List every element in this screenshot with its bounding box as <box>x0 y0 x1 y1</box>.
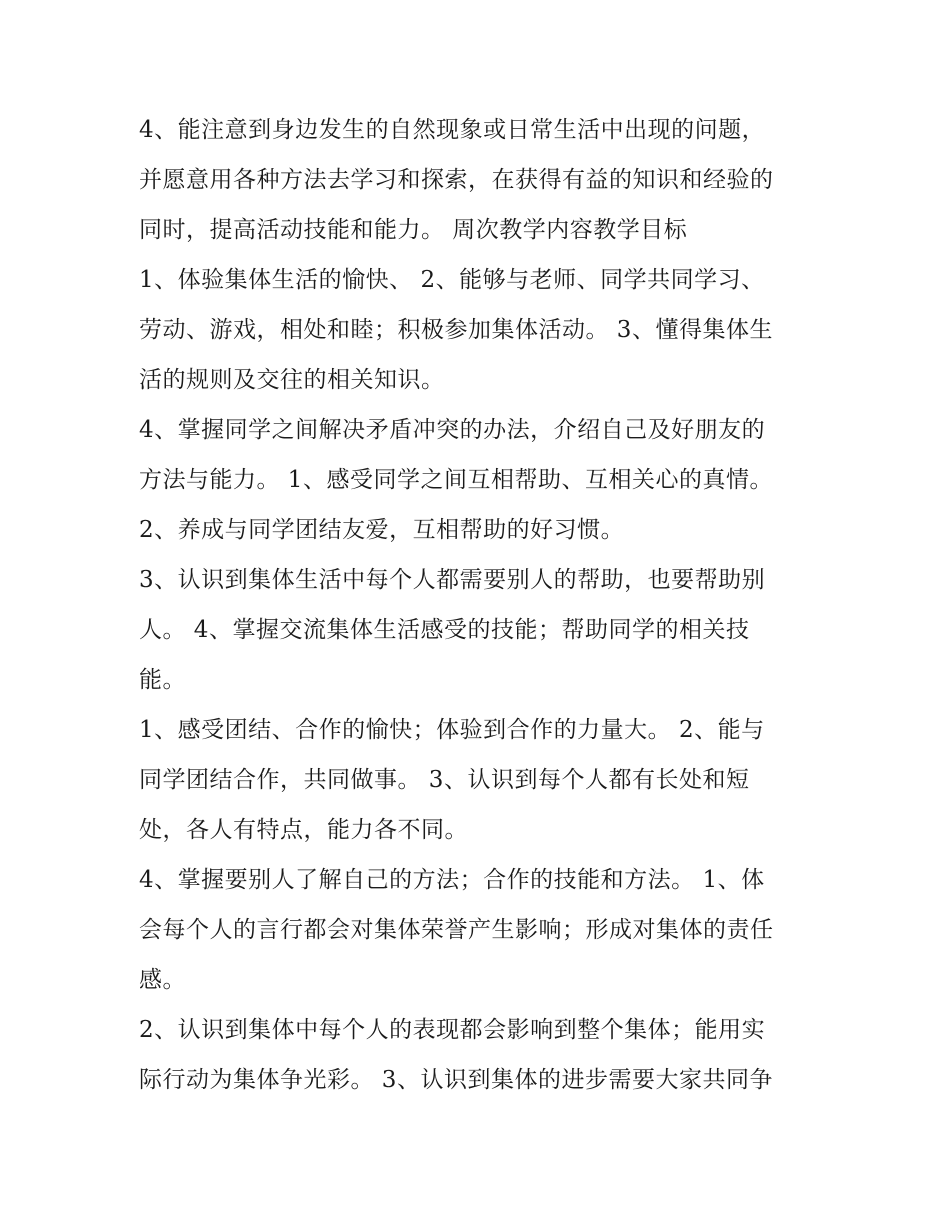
text-line: 1、感受团结、合作的愉快；体验到合作的力量大。 2、能与 <box>139 717 765 743</box>
text-line: 感。 <box>139 967 186 993</box>
text-line: 同时，提高活动技能和能力。 周次教学内容教学目标 <box>139 217 688 243</box>
text-line: 处，各人有特点，能力各不同。 <box>139 817 468 843</box>
document-body <box>139 109 819 1102</box>
text-line: 4、能注意到身边发生的自然现象或日常生活中出现的问题， <box>139 117 766 143</box>
text-line: 际行动为集体争光彩。 3、认识到集体的进步需要大家共同争 <box>139 1067 773 1093</box>
text-line: 2、养成与同学团结友爱，互相帮助的好习惯。 <box>139 517 625 543</box>
text-line: 能。 <box>139 667 186 693</box>
text-line: 4、掌握要别人了解自己的方法；合作的技能和方法。 1、体 <box>139 867 765 893</box>
text-line: 人。 4、掌握交流集体生活感受的技能；帮助同学的相关技 <box>139 617 750 643</box>
text-line: 同学团结合作，共同做事。 3、认识到每个人都有长处和短 <box>139 767 750 793</box>
text-line: 4、掌握同学之间解决矛盾冲突的办法，介绍自己及好朋友的 <box>139 417 766 443</box>
text-line: 2、认识到集体中每个人的表现都会影响到整个集体；能用实 <box>139 1017 766 1043</box>
text-line: 1、体验集体生活的愉快、 2、能够与老师、同学共同学习、 <box>139 267 765 293</box>
text-line: 活的规则及交往的相关知识。 <box>139 367 445 393</box>
text-line: 3、认识到集体生活中每个人都需要别人的帮助，也要帮助别 <box>139 567 766 593</box>
text-line: 会每个人的言行都会对集体荣誉产生影响；形成对集体的责任 <box>139 917 774 943</box>
text-line: 劳动、游戏，相处和睦；积极参加集体活动。 3、懂得集体生 <box>139 317 773 343</box>
text-line: 并愿意用各种方法去学习和探索，在获得有益的知识和经验的 <box>139 167 774 193</box>
text-line: 方法与能力。 1、感受同学之间互相帮助、互相关心的真情。 <box>139 467 773 493</box>
